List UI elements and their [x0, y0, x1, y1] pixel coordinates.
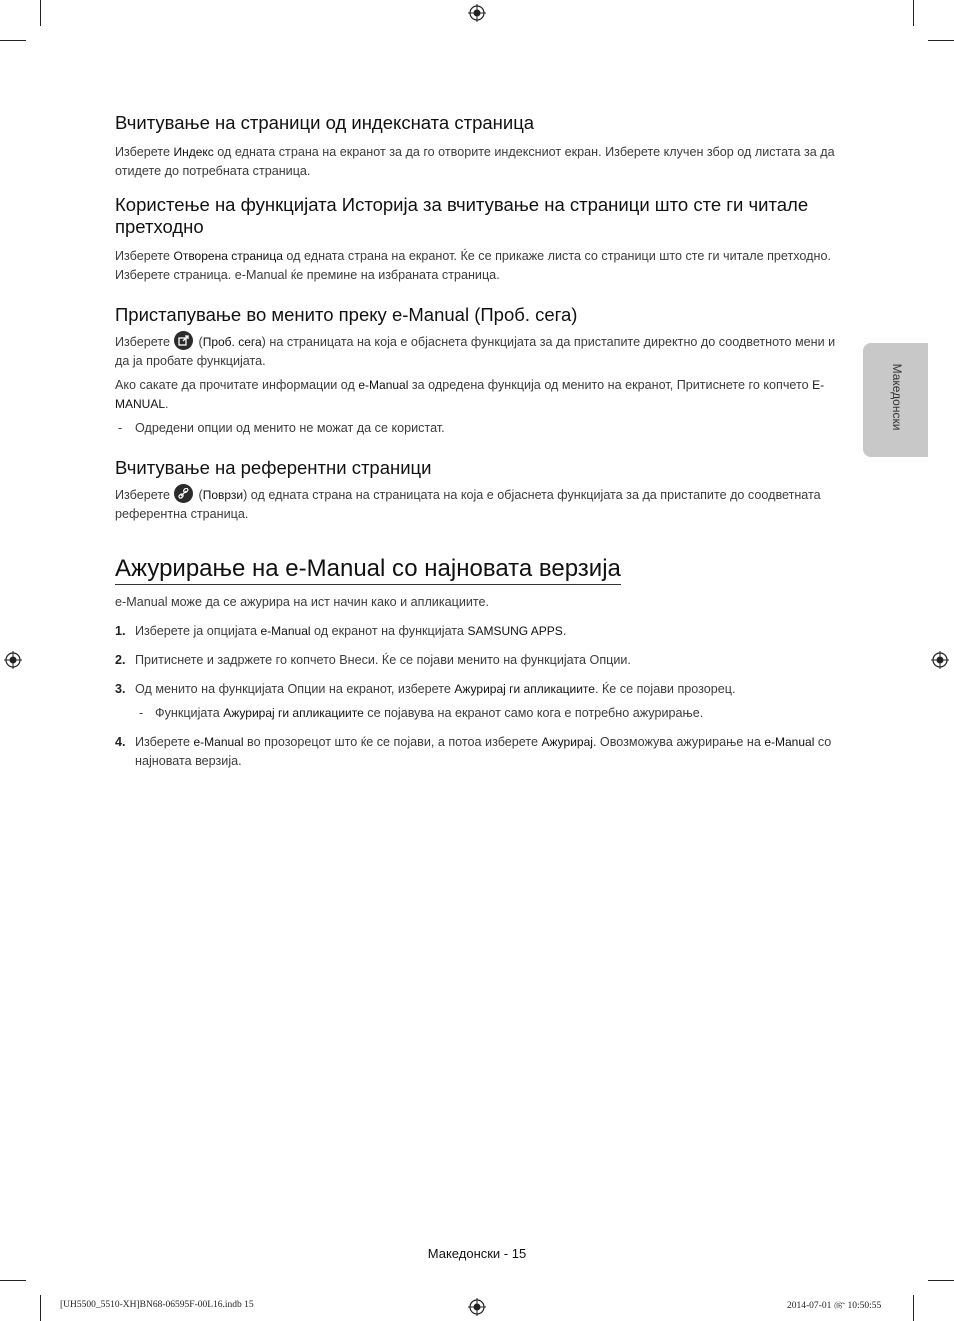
crop-mark — [913, 1295, 914, 1321]
ui-term: Ажурирај ги апликациите — [223, 706, 364, 720]
try-now-icon — [174, 331, 193, 350]
ui-term: e-Manual — [764, 735, 815, 749]
crop-mark — [40, 0, 41, 26]
crop-mark — [913, 0, 914, 26]
ui-term: Отворена страница — [173, 249, 283, 263]
section-text-index: Изберете Индекс од едната страна на екранот за да го отворите индексниот екран. Изберете клучен збор од листата за да отидете до потребната страница. — [115, 145, 835, 178]
ui-term: E-MANUAL — [115, 378, 825, 411]
crop-mark — [0, 1280, 26, 1281]
ui-term: e-Manual — [193, 735, 244, 749]
step-3-note: - Функцијата Ажурирај ги апликациите се појавува на екранот само кога е потребно ажурирање. — [139, 706, 704, 720]
step-3: 3. Од менито на функцијата Опции на екранот, изберете Ажурирај ги апликациите. Ќе се појави прозорец. — [115, 682, 736, 696]
crop-mark — [928, 40, 954, 41]
section-text-emanual-button: Ако сакате да прочитате информации од e-Manual за одредена функција од менито на екранот, Притиснете го копчето E-MANUAL. — [115, 378, 825, 411]
update-title: Ажурирање на e-Manual со најновата верзија — [115, 554, 621, 585]
step-4: 4. Изберете e-Manual во прозорецот што ќе се појави, а потоа изберете Ажурирај. Овозможува ажурирање на e-Manual со најновата верзија. — [115, 735, 832, 768]
section-text-try-now: Изберете (Проб. сега) на страницата на која е објаснета функцијата за да пристапите директно до соодветното мени и да ја пробате функцијата. — [115, 331, 840, 371]
section-heading-try-now: Пристапување во менито преку e-Manual (Проб. сега) — [115, 304, 578, 325]
ui-term: e-Manual — [358, 378, 409, 392]
page-content — [115, 112, 840, 771]
registration-mark-icon — [931, 651, 949, 669]
ui-term: Индекс — [173, 145, 214, 159]
section-text-reference: Изберете (Поврзи) од едната страна на страницата на која е објаснета функцијата за да пристапите до соодветната референтна страница. — [115, 484, 840, 524]
page-footer: Македонски - 15 — [427, 1246, 527, 1261]
print-info-left: [UH5500_5510-XH]BN68-06595F-00L16.indb 15 — [60, 1300, 254, 1310]
ui-term: SAMSUNG APPS — [467, 624, 563, 638]
section-heading-reference: Вчитување на референтни страници — [115, 457, 432, 478]
section-text-history: Изберете Отворена страница од едната страна на екранот. Ќе се прикаже листа со страници што сте ги читале претходно. Изберете страница. e-Manual ќе премине на избраната страница. — [115, 249, 831, 282]
registration-mark-icon — [468, 1298, 486, 1316]
ui-term: Поврзи — [202, 488, 244, 502]
link-icon — [174, 484, 193, 503]
step-2: 2. Притиснете и задржете го копчето Внеси. Ќе се појави менито на функцијата Опции. — [115, 653, 631, 667]
ui-term: e-Manual — [260, 624, 311, 638]
crop-mark — [0, 40, 26, 41]
crop-mark — [928, 1280, 954, 1281]
section-heading-history: Користење на функцијата Историја за вчитување на страници што сте ги читале претходно — [115, 194, 809, 237]
ui-term: Ажурирај ги апликациите — [454, 682, 595, 696]
section-heading-index: Вчитување на страници од индексната страница — [115, 112, 535, 133]
registration-mark-icon — [4, 651, 22, 669]
step-1: 1. Изберете ја опцијата e-Manual од екранот на функцијата SAMSUNG APPS. — [115, 624, 567, 638]
registration-mark-icon — [468, 4, 486, 22]
crop-mark — [40, 1295, 41, 1321]
ui-term: Ажурирај — [541, 735, 593, 749]
print-info-right: 2014-07-01 ௹ 10:50:55 — [787, 1301, 882, 1311]
note: - Одредени опции од менито не можат да се користат. — [118, 421, 445, 435]
language-side-tab-label: Македонски — [890, 363, 904, 431]
ui-term: Проб. сега — [202, 335, 262, 349]
update-intro: e-Manual може да се ажурира на ист начин како и апликациите. — [115, 595, 490, 609]
